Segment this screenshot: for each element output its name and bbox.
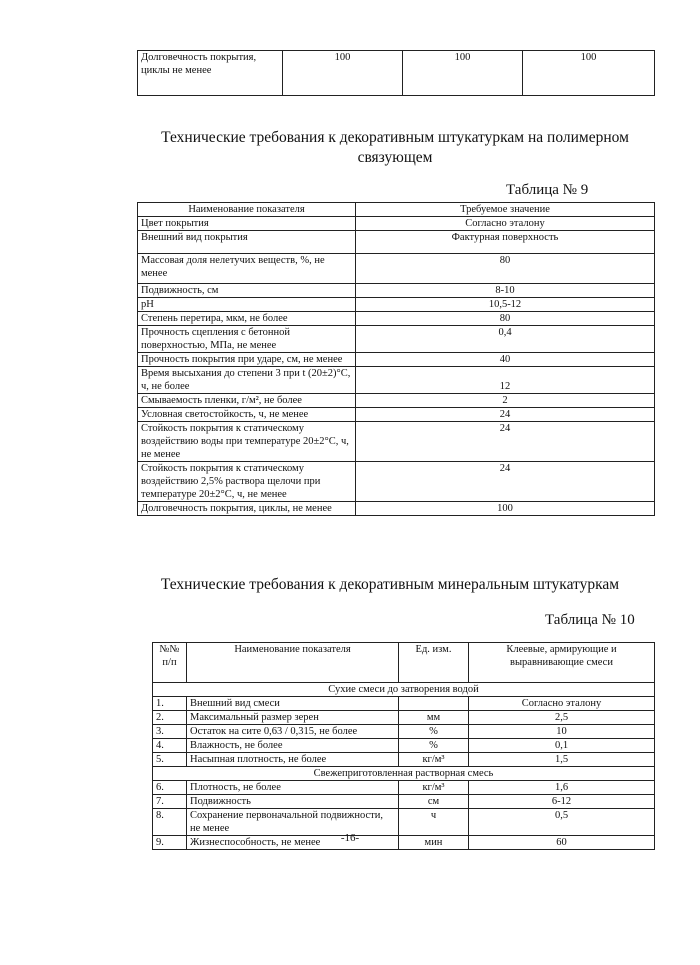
row-name: Долговечность покрытия, циклы, не менее [138, 502, 356, 516]
row-name: Условная светостойкость, ч, не менее [138, 408, 356, 422]
row-value: 12 [356, 367, 655, 394]
row-unit: % [399, 725, 469, 739]
row-number: 6. [153, 781, 187, 795]
header-cell: Наименование показателя [138, 203, 356, 217]
section-row [153, 767, 655, 781]
row-value: 80 [356, 312, 655, 326]
row-value: 2,5 [469, 711, 655, 725]
row-number: 7. [153, 795, 187, 809]
heading-mineral: Технические требования к декоративным минеральным штукатуркам [160, 576, 620, 593]
row-unit: см [399, 795, 469, 809]
table-row [153, 739, 655, 753]
table-row [138, 394, 655, 408]
header-cell: №№ п/п [153, 643, 187, 683]
table-row [138, 51, 655, 96]
page-number: -16- [340, 832, 360, 844]
row-value: 100 [356, 502, 655, 516]
table-row [138, 217, 655, 231]
row-value: 1,5 [469, 753, 655, 767]
table-row [138, 284, 655, 298]
table9 [137, 202, 655, 516]
row-name: Степень перетира, мкм, не более [138, 312, 356, 326]
row-name: pH [138, 298, 356, 312]
row-unit: мм [399, 711, 469, 725]
row-name: Внешний вид покрытия [138, 231, 356, 254]
row-name: Максимальный размер зерен [187, 711, 399, 725]
row-unit: кг/м³ [399, 753, 469, 767]
table-row [138, 254, 655, 284]
row-name: Внешний вид смеси [187, 697, 399, 711]
row-value: 0,1 [469, 739, 655, 753]
row-name: Время высыхания до степени 3 при t (20±2)°С, ч, не более [138, 367, 356, 394]
table-row [138, 298, 655, 312]
table-row [138, 462, 655, 502]
row-value: 0,4 [356, 326, 655, 353]
row-number: 9. [153, 836, 187, 850]
row-unit [399, 697, 469, 711]
table-row [153, 697, 655, 711]
row-label: Долговечность покрытия, циклы не менее [138, 51, 283, 96]
table-row [153, 781, 655, 795]
table-row [138, 367, 655, 394]
row-name: Остаток на сите 0,63 / 0,315, не более [187, 725, 399, 739]
row-name: Влажность, не более [187, 739, 399, 753]
table-row [153, 711, 655, 725]
row-name: Массовая доля нелетучих веществ, %, не менее [138, 254, 356, 284]
row-value: 60 [469, 836, 655, 850]
header-cell: Требуемое значение [356, 203, 655, 217]
row-number: 4. [153, 739, 187, 753]
row-value: Согласно эталону [356, 217, 655, 231]
row-number: 3. [153, 725, 187, 739]
row-number: 2. [153, 711, 187, 725]
table-row [153, 836, 655, 850]
row-value: 10 [469, 725, 655, 739]
row-number: 1. [153, 697, 187, 711]
header-cell: Клеевые, армирующие и выравнивающие смеси [469, 643, 655, 683]
row-name: Подвижность [187, 795, 399, 809]
row-value: Фактурная поверхность [356, 231, 655, 254]
row-name: Прочность покрытия при ударе, см, не менее [138, 353, 356, 367]
row-value: 8-10 [356, 284, 655, 298]
row-unit: кг/м³ [399, 781, 469, 795]
table-header [138, 203, 655, 217]
value-cell: 100 [283, 51, 403, 96]
table-row [153, 795, 655, 809]
row-unit: мин [399, 836, 469, 850]
row-unit: ч [399, 809, 469, 836]
table-row [138, 312, 655, 326]
header-cell: Ед. изм. [399, 643, 469, 683]
row-value: 80 [356, 254, 655, 284]
row-name: Насыпная плотность, не более [187, 753, 399, 767]
table-row [138, 502, 655, 516]
row-value: 2 [356, 394, 655, 408]
row-name: Подвижность, см [138, 284, 356, 298]
row-name: Сохранение первоначальной подвижности, не менее [187, 809, 399, 836]
row-value: 1,6 [469, 781, 655, 795]
row-number: 8. [153, 809, 187, 836]
table-row [138, 353, 655, 367]
heading-polymer: Технические требования к декоративным штукатуркам на полимерном связующем [161, 129, 629, 166]
table-row [138, 326, 655, 353]
row-number: 5. [153, 753, 187, 767]
value-cell: 100 [403, 51, 523, 96]
table9-label: Таблица № 9 [506, 182, 589, 198]
row-value: 24 [356, 422, 655, 462]
row-value: 6-12 [469, 795, 655, 809]
table-header [153, 643, 655, 683]
row-name: Жизнеспособность, не менее [187, 836, 399, 850]
row-value: 0,5 [469, 809, 655, 836]
section-row [153, 683, 655, 697]
table-row [153, 753, 655, 767]
row-value: 40 [356, 353, 655, 367]
table10 [152, 642, 655, 850]
row-name: Плотность, не более [187, 781, 399, 795]
row-value: 10,5-12 [356, 298, 655, 312]
section-title: Свежеприготовленная растворная смесь [153, 767, 655, 781]
row-value: 24 [356, 462, 655, 502]
row-name: Смываемость пленки, г/м², не более [138, 394, 356, 408]
table-row [153, 725, 655, 739]
table-row [153, 809, 655, 836]
row-value: 24 [356, 408, 655, 422]
row-name: Стойкость покрытия к статическому воздействию 2,5% раствора щелочи при температуре 20±2°С, ч, не менее [138, 462, 356, 502]
section-title: Сухие смеси до затворения водой [153, 683, 655, 697]
top-table [137, 50, 655, 96]
table-row [138, 408, 655, 422]
row-value: Согласно эталону [469, 697, 655, 711]
header-cell: Наименование показателя [187, 643, 399, 683]
row-name: Стойкость покрытия к статическому воздействию воды при температуре 20±2°С, ч, не менее [138, 422, 356, 462]
value-cell: 100 [523, 51, 655, 96]
table10-label: Таблица № 10 [545, 612, 635, 628]
row-unit: % [399, 739, 469, 753]
row-name: Цвет покрытия [138, 217, 356, 231]
row-name: Прочность сцепления с бетонной поверхностью, МПа, не менее [138, 326, 356, 353]
table-row [138, 422, 655, 462]
table-row [138, 231, 655, 254]
